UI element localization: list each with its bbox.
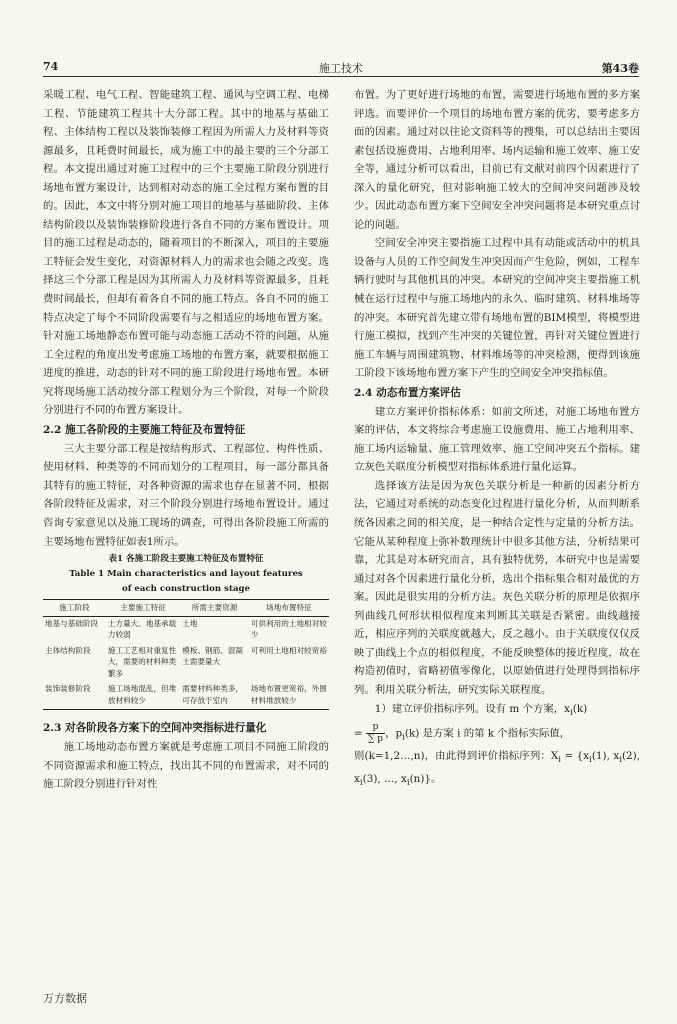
table-header: 施工阶段 <box>43 600 106 617</box>
table-cell: 土地 <box>182 618 198 628</box>
table-cell: 主体结构阶段 <box>45 645 91 655</box>
paragraph: 布置。为了更好进行场地的布置，需要进行场地布置的多方案评选。而要评价一个项目的场地布置方案的优劣，要考虑多方面的因素。通过对以往论文资料等的搜集，可以总结出主要因素包括设施费用、占地利用率、场内运输和施工效率、施工安全等，通过分析可以看出，目前已有文献对前四个因素进行了深入的量化研究，但对影响施工较大的空间冲突问题涉及较少。因此动态布置方案下空间安全冲突问题将是本研究重点讨论的问题。 <box>354 89 640 231</box>
formula-sub: i <box>569 707 573 718</box>
formula-text: (3), …, x <box>362 772 407 785</box>
table-cell: 可供利用的土地相对较少 <box>250 618 327 640</box>
formula-text: 则(k=1,2…,n)，由此得到评价指标序列：X <box>354 750 559 763</box>
formula-intro <box>354 700 640 723</box>
fraction-denominator: ∑ p <box>368 734 384 745</box>
table-header: 所需主要资源 <box>180 600 249 617</box>
right-column <box>354 86 640 793</box>
section-heading-2-4: 2.4 动态布置方案评估 <box>354 386 461 399</box>
paragraph: 施工场地动态布置方案就是考虑施工项目不同施工阶段的不同资源需求和施工特点，找出其不同的布置需求，对不同的施工阶段分别进行针对性 <box>43 741 329 791</box>
formula-text: (k) <box>572 702 588 715</box>
formula-text: (k) 是方案 i 的第 k 个指标实际值， <box>404 727 571 740</box>
formula-text: (2), x <box>354 750 640 785</box>
table-header: 主要施工特征 <box>106 600 180 617</box>
left-column <box>43 86 329 794</box>
formula-line: 则(k=1,2…,n)，由此得到评价指标序列：$X_i = \{x_i(1)$, $x_i(2)$, $x_i(3)$, …, $x_i(n)$}。 <box>354 750 640 788</box>
running-header <box>43 60 639 77</box>
table-cell: 施工场地混乱，但堆放材料较少 <box>107 684 177 705</box>
table-cell: 场地布置更宽裕，外围材料堆放较少 <box>250 684 327 705</box>
paragraph: 空间安全冲突主要指施工过程中具有动能或活动中的机具设备与人员的工作空间发生冲突因而产生危险，例如，工程车辆行驶时与其他机具的冲突。本研究的空间冲突主要指施工机械在运行过程中与施工场地内的永久、临时建筑、材料堆场等的冲突。本研究首先建立带有场地布置的BIM模型，将模型进行施工模拟，找到产生冲突的关键位置，再针对关键位置进行施工车辆与周围建筑物、材料堆场等的冲突检测，便得到该施工阶段下该场地布置方案下产生的空间安全冲突指标值。 <box>354 237 640 380</box>
page-number: 74 <box>43 60 59 73</box>
table-cell: 装饰装修阶段 <box>45 684 91 694</box>
journal-name: 施工技术 <box>319 62 363 75</box>
formula-text: = {x <box>564 750 590 763</box>
paragraph: 三大主要分部工程是按结构形式、工程部位、构件性质、使用材料、种类等的不同而划分的工程项目，每一部分都具备其特有的施工特征，对各种资源的需求也存在显著不同，根据各阶段特征及需求，对三个阶段分别进行场地布置设计。通过咨询专家意见以及施工现场的调查，可得出各阶段施工所需的主要场地布置特征如表1所示。 <box>43 442 329 548</box>
formula-text: (1), x <box>591 750 620 763</box>
table-cell: 施工工艺相对重复性大，需要的材料种类繁多 <box>107 645 177 678</box>
section-heading-2-2: 2.2 施工各阶段的主要施工特征及布置特征 <box>43 423 246 436</box>
formula-text: ，p <box>385 727 403 740</box>
formula-text: 1）建立评价指标序列。设有 m 个方案，x <box>374 702 570 715</box>
table-row <box>43 616 329 644</box>
section-heading-2-3: 2.3 对各阶段各方案下的空间冲突指标进行量化 <box>43 722 267 735</box>
table-header: 场地布置特征 <box>249 600 329 617</box>
paragraph: 选择该方法是因为灰色关联分析是一种新的因素分析方法，它通过对系统的动态变化过程进行量化分析，从而判断系统各因素之间的相关度，是一种结合定性与定量的分析方法。它能从某种程度上弥补数理统计中很多其他方法，分析结果可靠，尤其是对本研究而言，具有独特优势，本研究中也是需要通过对各个因素进行量化分析，选出个指标集合相对最优的方案。因此是很实用的分析方法。灰色关联分析的原理是依据序列曲线几何形状相似程度来判断其关联是否紧密。曲线越接近，相应序列的关联度就越大，反之越小。由于关联度仅仅反映了曲线上个点的相似程度，不能反映整体的接近程度，故在构造初值时，省略初值零像化，以原始值进行处理得到指标序列。利用关联分析法，研究实际关联程度。 <box>354 479 640 696</box>
table-caption-en: Table 1 Main characteristics and layout features <box>69 569 303 580</box>
table-row <box>43 682 329 710</box>
table-cell: 模板、钢筋、混凝土需要量大 <box>182 645 244 667</box>
paragraph: 建立方案评价指标体系：如前文所述，对施工场地布置方案的评估，本文将综合考虑施工设施费用、施工占地利用率、施工场内运输量、施工管理效率、施工空间冲突五个指标。建立灰色关联度分析模型对指标体系进行量化运算。 <box>354 405 640 474</box>
table-caption-en-cont: of each construction stage <box>121 584 251 595</box>
table-cell: 需要材料种类多，可存放于室内 <box>182 684 244 705</box>
table-caption-cn: 表1 各施工阶段主要施工特征及布置特征 <box>108 554 264 565</box>
footer-watermark: 万方数据 <box>43 992 87 1005</box>
paragraph: 采暖工程、电气工程、智能建筑工程、通风与空调工程、电梯工程、节能建筑工程共十大分部工程。其中的地基与基础工程、主体结构工程以及装饰装修工程因为所需人力及材料等资源最多，且耗费时间最长，成为施工中的最主要的三个分部工程。本文提出通过对施工过程中的三个主要施工阶段分别进行场地布置方案设计，达到相对动态的施工全过程方案布置的目的。因此，本文中将分别对施工项目的地基与基础阶段、主体结构阶段以及装饰装修阶段进行各自不同的方案布置设计。项目的施工过程是动态的，随着项目的不断深入，项目的主要施工特征会发生变化，对资源材料人力的需求也会随之改变。选择这三个分部工程是因为其所需人力及材料等资源最多，且耗费时间最长，但却有着各自不同的施工特点。各自不同的施工特点决定了每个不同阶段需要有与之相适应的场地布置方案。针对施工场地静态布置可能与动态施工活动不符的问题，从施工全过程的角度出发考虑施工场地的布置方案，就要根据施工进度的推进，动态的针对不同的施工阶段进行场地布置。本研究将现场施工活动按分部工程划分为三个阶段，对每一个阶段分别进行不同的布置方案设计。 <box>43 89 329 417</box>
formula-line: = $\frac{p}{\sum p}$ ，$p_i(k)$ 是方案 i 的第 k 个指标实际值， <box>354 722 571 745</box>
fraction <box>366 722 385 745</box>
table-1 <box>43 599 329 710</box>
volume-number: 第43卷 <box>601 62 639 75</box>
formula-text: (n)}。 <box>409 772 442 785</box>
table-cell: 地基与基础阶段 <box>45 618 99 628</box>
table-row <box>43 644 329 683</box>
table-cell: 土方量大、地基承载力较弱 <box>107 618 177 640</box>
fraction-numerator: p <box>366 722 385 734</box>
table-cell: 可利用土地相对较宽裕 <box>250 645 327 655</box>
